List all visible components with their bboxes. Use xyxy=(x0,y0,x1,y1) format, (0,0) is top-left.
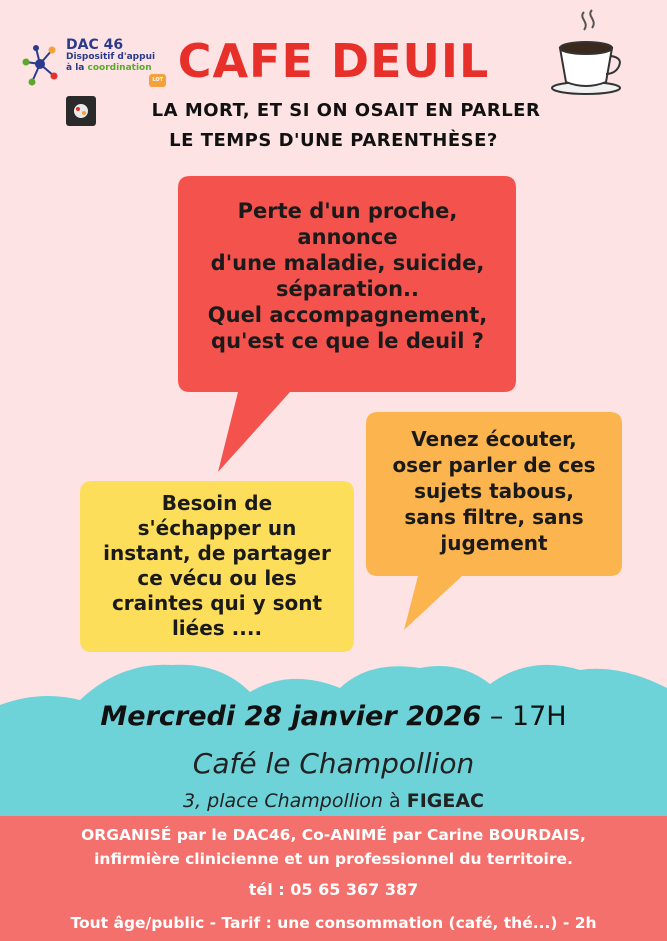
event-address-join: à xyxy=(382,790,407,812)
event-date xyxy=(0,701,667,732)
bubble-2-line: ce vécu ou les xyxy=(137,566,297,590)
page-title: CAFE DEUIL xyxy=(177,34,490,88)
bubble-2-line: instant, de partager xyxy=(103,541,331,565)
event-street: 3, place Champollion xyxy=(183,790,383,812)
event-time: 17H xyxy=(511,701,567,732)
logo-name: DAC 46 xyxy=(66,37,124,53)
logo-badge: LOT xyxy=(149,74,166,87)
event-address xyxy=(0,790,667,812)
bubble-1-line: d'une maladie, suicide, xyxy=(210,251,485,275)
bubble-3-line: Venez écouter, xyxy=(411,427,577,451)
bubble-1-line: Quel accompagnement, xyxy=(207,303,488,327)
event-city: FIGEAC xyxy=(406,790,484,812)
event-date-separator: – xyxy=(481,701,512,732)
logo-line2b: coordination xyxy=(87,63,152,73)
footer-organizer-2: infirmière clinicienne et un professionnel du territoire. xyxy=(94,850,573,868)
event-date-day: Mercredi 28 janvier 2026 xyxy=(100,701,482,732)
footer-phone: tél : 05 65 367 387 xyxy=(248,880,419,899)
bubble-1-line: annonce xyxy=(297,225,398,249)
footer-organizer: ORGANISÉ par le DAC46, Co-ANIMÉ par Carine BOURDAIS, xyxy=(81,826,586,844)
bubble-3-line: oser parler de ces xyxy=(392,453,596,477)
footer-pricing: Tout âge/public - Tarif : une consommation (café, thé...) - 2h xyxy=(70,914,597,932)
subtitle-line-1: LA MORT, ET SI ON OSAIT EN PARLER xyxy=(151,100,541,121)
bubble-2-text xyxy=(82,491,352,641)
subtitle-line-2: LE TEMPS D'UNE PARENTHÈSE? xyxy=(169,130,498,151)
bubble-1-line: séparation.. xyxy=(275,277,420,301)
bubble-3-line: jugement xyxy=(440,531,548,555)
logo-line2a: à la xyxy=(66,63,85,73)
bubble-1-line: qu'est ce que le deuil ? xyxy=(211,329,484,353)
bubble-2-line: liées .... xyxy=(171,616,263,640)
bubble-2-line: craintes qui y sont xyxy=(111,591,323,615)
bubble-2-line: Besoin de xyxy=(161,491,273,515)
bubble-3-line: sans filtre, sans xyxy=(404,505,584,529)
event-venue: Café le Champollion xyxy=(192,747,475,780)
bubble-3-text xyxy=(368,426,620,556)
bubble-1-line: Perte d'un proche, xyxy=(237,199,458,223)
bubble-3-line: sujets tabous, xyxy=(414,479,574,503)
logo-line1: Dispositif d'appui xyxy=(66,52,156,62)
bubble-2-line: s'échapper un xyxy=(137,516,297,540)
bubble-1-text xyxy=(180,198,515,354)
